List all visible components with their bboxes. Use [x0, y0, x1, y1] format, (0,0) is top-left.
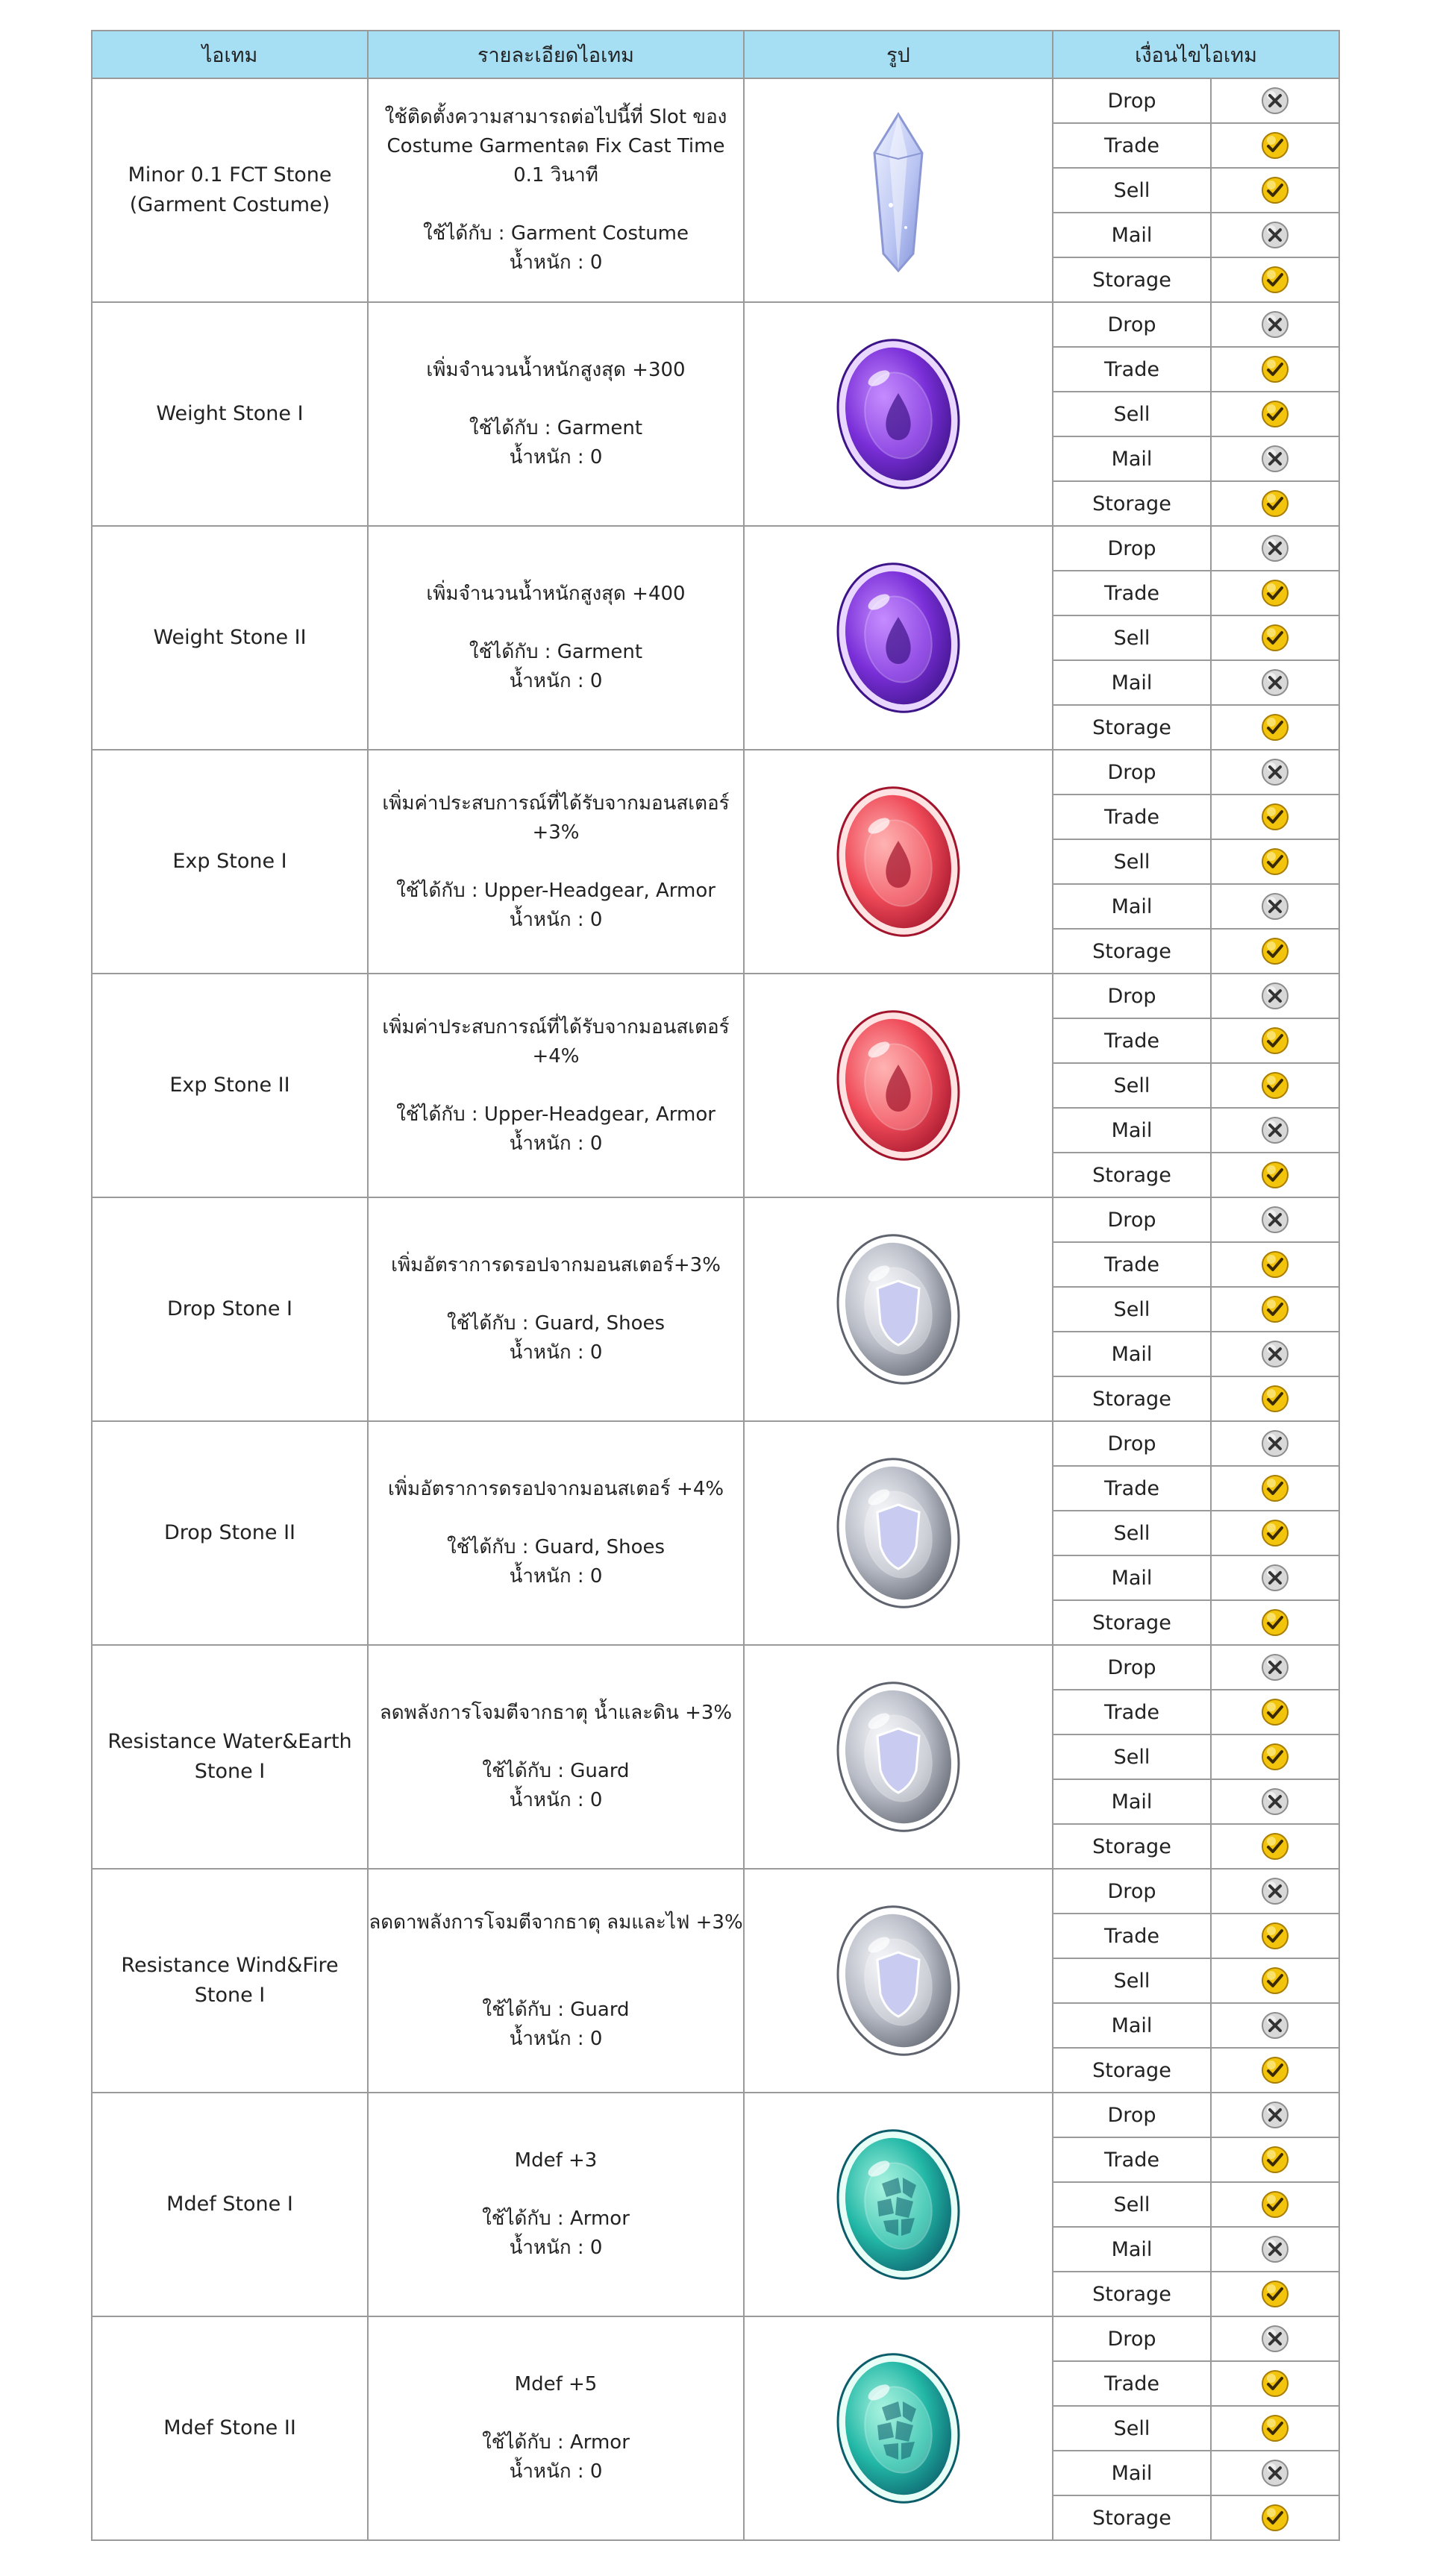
- green-gem-icon: [824, 2339, 973, 2518]
- condition-label: Mail: [1053, 660, 1211, 705]
- check-icon: [1260, 489, 1290, 518]
- item-usage: ใช้ได้กับ : Guard: [482, 1760, 630, 1782]
- check-icon: [1260, 2413, 1290, 2443]
- purple-gem-icon: [824, 325, 973, 504]
- condition-status: [1211, 839, 1339, 884]
- item-image: [744, 302, 1053, 526]
- item-desc-line: ลดพลังการโจมตีจากธาตุ น้ำและดิน +3%: [379, 1702, 733, 1724]
- item-name-line: Drop Stone II: [163, 1521, 295, 1544]
- item-desc-line: เพิ่มจำนวนน้ำหนักสูงสุด +300: [426, 359, 686, 381]
- check-icon: [1260, 1518, 1290, 1548]
- condition-status: [1211, 705, 1339, 750]
- check-icon: [1260, 1384, 1290, 1414]
- item-name: [92, 2093, 368, 2316]
- cross-icon: [1260, 2458, 1290, 2488]
- item-desc-line: เพิ่มอัตราการดรอปจากมอนสเตอร์ +4%: [387, 1478, 724, 1500]
- condition-status: [1211, 1734, 1339, 1779]
- item-weight: น้ำหนัก : 0: [509, 446, 603, 468]
- condition-status: [1211, 1287, 1339, 1332]
- cross-icon: [1260, 2011, 1290, 2040]
- cross-icon: [1260, 2100, 1290, 2130]
- item-usage: ใช้ได้กับ : Armor: [482, 2431, 630, 2454]
- condition-label: Trade: [1053, 123, 1211, 168]
- item-image: [744, 1645, 1053, 1869]
- cross-icon: [1260, 1652, 1290, 1682]
- item-usage: ใช้ได้กับ : Garment: [469, 641, 643, 663]
- condition-label: Mail: [1053, 2003, 1211, 2048]
- item-usage: ใช้ได้กับ : Guard, Shoes: [446, 1536, 666, 1558]
- condition-label: Sell: [1053, 839, 1211, 884]
- condition-label: Trade: [1053, 1914, 1211, 1958]
- condition-label: Storage: [1053, 929, 1211, 974]
- item-weight: น้ำหนัก : 0: [509, 908, 603, 931]
- item-desc-line: Mdef +5: [514, 2373, 598, 2395]
- item-desc-line: +3%: [532, 821, 580, 844]
- item-name: [92, 78, 368, 302]
- condition-status: [1211, 929, 1339, 974]
- check-icon: [1260, 2145, 1290, 2175]
- red-gem-icon: [824, 772, 973, 951]
- condition-label: Sell: [1053, 2406, 1211, 2451]
- check-icon: [1260, 578, 1290, 608]
- condition-status: [1211, 302, 1339, 347]
- item-image: [744, 526, 1053, 750]
- condition-label: Storage: [1053, 481, 1211, 526]
- condition-status: [1211, 1153, 1339, 1197]
- check-icon: [1260, 399, 1290, 429]
- check-icon: [1260, 2369, 1290, 2398]
- condition-label: Drop: [1053, 526, 1211, 571]
- condition-label: Mail: [1053, 884, 1211, 929]
- condition-label: Drop: [1053, 1421, 1211, 1466]
- condition-status: [1211, 1645, 1339, 1690]
- check-icon: [1260, 936, 1290, 966]
- condition-label: Storage: [1053, 1824, 1211, 1869]
- condition-label: Drop: [1053, 974, 1211, 1018]
- condition-label: Sell: [1053, 1958, 1211, 2003]
- check-icon: [1260, 265, 1290, 295]
- condition-label: Storage: [1053, 2495, 1211, 2540]
- condition-status: [1211, 2316, 1339, 2361]
- item-usage: ใช้ได้กับ : Upper-Headgear, Armor: [396, 1103, 716, 1126]
- condition-status: [1211, 1600, 1339, 1645]
- header-conditions: เงื่อนไขไอเทม: [1053, 31, 1339, 78]
- cross-icon: [1260, 1429, 1290, 1458]
- condition-label: Storage: [1053, 2048, 1211, 2093]
- item-details: [368, 78, 744, 302]
- condition-label: Storage: [1053, 2272, 1211, 2316]
- condition-status: [1211, 1242, 1339, 1287]
- condition-label: Sell: [1053, 1287, 1211, 1332]
- condition-status: [1211, 257, 1339, 302]
- table-row: [92, 526, 1339, 571]
- condition-status: [1211, 2003, 1339, 2048]
- check-icon: [1260, 1742, 1290, 1772]
- condition-label: Trade: [1053, 2361, 1211, 2406]
- condition-status: [1211, 1779, 1339, 1824]
- item-weight: น้ำหนัก : 0: [509, 2027, 603, 2050]
- condition-label: Sell: [1053, 2182, 1211, 2227]
- condition-label: Mail: [1053, 436, 1211, 481]
- silver-gem-icon: [824, 1667, 973, 1846]
- table-row: [92, 750, 1339, 795]
- condition-status: [1211, 1197, 1339, 1242]
- cross-icon: [1260, 668, 1290, 698]
- item-weight: น้ำหนัก : 0: [509, 2237, 603, 2259]
- condition-status: [1211, 1511, 1339, 1555]
- check-icon: [1260, 1250, 1290, 1279]
- condition-status: [1211, 78, 1339, 123]
- condition-status: [1211, 2227, 1339, 2272]
- condition-status: [1211, 2093, 1339, 2137]
- condition-label: Trade: [1053, 1690, 1211, 1734]
- table-row: [92, 2316, 1339, 2361]
- condition-status: [1211, 347, 1339, 392]
- condition-status: [1211, 123, 1339, 168]
- cross-icon: [1260, 1339, 1290, 1369]
- condition-label: Sell: [1053, 1063, 1211, 1108]
- item-name-line: Exp Stone II: [169, 1074, 290, 1097]
- item-details: [368, 974, 744, 1197]
- item-desc-line: เพิ่มอัตราการดรอปจากมอนสเตอร์+3%: [391, 1254, 721, 1276]
- item-desc-line: Costume Garmentลด Fix Cast Time: [386, 135, 725, 157]
- condition-status: [1211, 1421, 1339, 1466]
- item-weight: น้ำหนัก : 0: [509, 1789, 603, 1811]
- condition-status: [1211, 1555, 1339, 1600]
- item-name-line: Stone I: [194, 1760, 266, 1783]
- item-image: [744, 974, 1053, 1197]
- item-details: [368, 2093, 744, 2316]
- condition-status: [1211, 1914, 1339, 1958]
- item-image: [744, 78, 1053, 302]
- condition-status: [1211, 2048, 1339, 2093]
- condition-label: Trade: [1053, 347, 1211, 392]
- item-image: [744, 1197, 1053, 1421]
- check-icon: [1260, 1921, 1290, 1951]
- cross-icon: [1260, 757, 1290, 787]
- item-usage: ใช้ได้กับ : Guard: [482, 1998, 630, 2021]
- condition-label: Drop: [1053, 750, 1211, 795]
- cross-icon: [1260, 1115, 1290, 1145]
- items-table: [91, 30, 1340, 2541]
- condition-status: [1211, 884, 1339, 929]
- cross-icon: [1260, 86, 1290, 116]
- item-desc-line: เพิ่มค่าประสบการณ์ที่ได้รับจากมอนสเตอร์: [382, 1015, 730, 1038]
- item-name: [92, 526, 368, 750]
- condition-label: Sell: [1053, 615, 1211, 660]
- condition-label: Mail: [1053, 1332, 1211, 1376]
- condition-label: Mail: [1053, 213, 1211, 257]
- cross-icon: [1260, 1563, 1290, 1593]
- item-usage: ใช้ได้กับ : Upper-Headgear, Armor: [396, 879, 716, 902]
- condition-status: [1211, 974, 1339, 1018]
- item-image: [744, 2316, 1053, 2540]
- item-details: [368, 1197, 744, 1421]
- header-image: รูป: [744, 31, 1053, 78]
- table-row: [92, 2093, 1339, 2137]
- condition-label: Drop: [1053, 2093, 1211, 2137]
- purple-gem-icon: [824, 548, 973, 727]
- condition-status: [1211, 615, 1339, 660]
- condition-label: Drop: [1053, 1645, 1211, 1690]
- item-details: [368, 526, 744, 750]
- item-weight: น้ำหนัก : 0: [509, 1341, 603, 1364]
- cross-icon: [1260, 981, 1290, 1011]
- item-details: [368, 302, 744, 526]
- item-usage: ใช้ได้กับ : Garment: [469, 417, 643, 439]
- item-name-line: Resistance Water&Earth: [107, 1730, 352, 1753]
- silver-gem-icon: [824, 1891, 973, 2070]
- condition-status: [1211, 1466, 1339, 1511]
- condition-status: [1211, 2451, 1339, 2495]
- condition-label: Mail: [1053, 2227, 1211, 2272]
- condition-label: Storage: [1053, 257, 1211, 302]
- item-desc-line: ใช้ติดตั้งความสามารถต่อไปนี้ที่ Slot ของ: [384, 106, 727, 128]
- item-image: [744, 2093, 1053, 2316]
- condition-status: [1211, 481, 1339, 526]
- item-details: [368, 2316, 744, 2540]
- condition-status: [1211, 795, 1339, 839]
- item-details: [368, 1421, 744, 1645]
- cross-icon: [1260, 2324, 1290, 2354]
- item-details: [368, 1645, 744, 1869]
- condition-status: [1211, 1690, 1339, 1734]
- item-desc-line: เพิ่มจำนวนน้ำหนักสูงสุด +400: [426, 583, 686, 605]
- condition-label: Storage: [1053, 705, 1211, 750]
- condition-status: [1211, 1376, 1339, 1421]
- cross-icon: [1260, 533, 1290, 563]
- check-icon: [1260, 1294, 1290, 1324]
- check-icon: [1260, 354, 1290, 384]
- condition-label: Trade: [1053, 571, 1211, 615]
- check-icon: [1260, 175, 1290, 205]
- condition-status: [1211, 1869, 1339, 1914]
- cross-icon: [1260, 310, 1290, 339]
- item-image: [744, 1869, 1053, 2093]
- item-usage: ใช้ได้กับ : Guard, Shoes: [446, 1312, 666, 1335]
- check-icon: [1260, 2190, 1290, 2219]
- cross-icon: [1260, 1787, 1290, 1817]
- item-name-line: Mdef Stone II: [163, 2416, 296, 2439]
- crystal-icon: [824, 101, 973, 280]
- condition-status: [1211, 2182, 1339, 2227]
- condition-status: [1211, 2406, 1339, 2451]
- check-icon: [1260, 2279, 1290, 2309]
- item-name-line: Drop Stone I: [166, 1297, 293, 1320]
- condition-status: [1211, 1018, 1339, 1063]
- condition-label: Sell: [1053, 1511, 1211, 1555]
- item-name: [92, 302, 368, 526]
- item-weight: น้ำหนัก : 0: [509, 670, 603, 692]
- condition-status: [1211, 1958, 1339, 2003]
- item-weight: น้ำหนัก : 0: [509, 251, 603, 274]
- item-weight: น้ำหนัก : 0: [509, 2460, 603, 2483]
- item-name-line: Mdef Stone I: [166, 2193, 293, 2216]
- condition-status: [1211, 1108, 1339, 1153]
- condition-label: Trade: [1053, 1018, 1211, 1063]
- check-icon: [1260, 1608, 1290, 1638]
- item-details: [368, 1869, 744, 2093]
- condition-status: [1211, 213, 1339, 257]
- item-usage: ใช้ได้กับ : Armor: [482, 2207, 630, 2230]
- item-image: [744, 1421, 1053, 1645]
- check-icon: [1260, 847, 1290, 877]
- condition-status: [1211, 2137, 1339, 2182]
- cross-icon: [1260, 1876, 1290, 1906]
- red-gem-icon: [824, 996, 973, 1175]
- check-icon: [1260, 1697, 1290, 1727]
- item-desc-line: Mdef +3: [514, 2149, 598, 2172]
- item-name: [92, 1421, 368, 1645]
- silver-gem-icon: [824, 1444, 973, 1623]
- table-row: [92, 1421, 1339, 1466]
- check-icon: [1260, 712, 1290, 742]
- table-row: [92, 1197, 1339, 1242]
- condition-label: Sell: [1053, 1734, 1211, 1779]
- items-body: [92, 78, 1339, 2540]
- check-icon: [1260, 1473, 1290, 1503]
- check-icon: [1260, 1966, 1290, 1996]
- check-icon: [1260, 2055, 1290, 2085]
- condition-label: Trade: [1053, 1242, 1211, 1287]
- header-row: [92, 31, 1339, 78]
- condition-status: [1211, 1063, 1339, 1108]
- item-name-line: Minor 0.1 FCT Stone: [128, 163, 332, 187]
- item-weight: น้ำหนัก : 0: [509, 1565, 603, 1588]
- check-icon: [1260, 131, 1290, 160]
- check-icon: [1260, 1831, 1290, 1861]
- item-name: [92, 1197, 368, 1421]
- cross-icon: [1260, 1205, 1290, 1235]
- check-icon: [1260, 1026, 1290, 1056]
- item-image: [744, 750, 1053, 974]
- cross-icon: [1260, 2234, 1290, 2264]
- condition-label: Drop: [1053, 302, 1211, 347]
- green-gem-icon: [824, 2115, 973, 2294]
- item-name: [92, 1869, 368, 2093]
- item-usage: ใช้ได้กับ : Garment Costume: [422, 222, 689, 245]
- item-name: [92, 974, 368, 1197]
- condition-status: [1211, 2495, 1339, 2540]
- header-item: ไอเทม: [92, 31, 368, 78]
- condition-label: Mail: [1053, 2451, 1211, 2495]
- condition-status: [1211, 2272, 1339, 2316]
- condition-status: [1211, 1332, 1339, 1376]
- item-name-line: Weight Stone II: [153, 626, 307, 649]
- item-desc-line: เพิ่มค่าประสบการณ์ที่ได้รับจากมอนสเตอร์: [382, 792, 730, 815]
- item-weight: น้ำหนัก : 0: [509, 1132, 603, 1155]
- condition-label: Mail: [1053, 1555, 1211, 1600]
- condition-status: [1211, 571, 1339, 615]
- silver-gem-icon: [824, 1220, 973, 1399]
- check-icon: [1260, 1160, 1290, 1190]
- item-name-line: Stone I: [194, 1984, 266, 2007]
- item-name: [92, 2316, 368, 2540]
- item-name-line: Exp Stone I: [172, 850, 287, 873]
- condition-label: Storage: [1053, 1600, 1211, 1645]
- check-icon: [1260, 802, 1290, 832]
- condition-status: [1211, 168, 1339, 213]
- cross-icon: [1260, 220, 1290, 250]
- table-row: [92, 974, 1339, 1018]
- item-details: [368, 750, 744, 974]
- table-row: [92, 1645, 1339, 1690]
- condition-label: Mail: [1053, 1108, 1211, 1153]
- condition-label: Trade: [1053, 795, 1211, 839]
- header-details: รายละเอียดไอเทม: [368, 31, 744, 78]
- cross-icon: [1260, 444, 1290, 474]
- item-desc-line: [369, 1937, 743, 1967]
- condition-status: [1211, 2361, 1339, 2406]
- condition-label: Sell: [1053, 392, 1211, 436]
- item-name-line: (Garment Costume): [129, 193, 331, 216]
- condition-label: Mail: [1053, 1779, 1211, 1824]
- table-row: [92, 302, 1339, 347]
- condition-label: Storage: [1053, 1376, 1211, 1421]
- condition-status: [1211, 392, 1339, 436]
- item-name-line: Weight Stone I: [156, 402, 304, 425]
- condition-status: [1211, 660, 1339, 705]
- item-name-line: Resistance Wind&Fire: [121, 1954, 339, 1977]
- check-icon: [1260, 1071, 1290, 1100]
- condition-status: [1211, 750, 1339, 795]
- condition-status: [1211, 436, 1339, 481]
- condition-label: Drop: [1053, 78, 1211, 123]
- item-desc-line: ลดดาพลังการโจมตีจากธาตุ ลมและไฟ +3%: [369, 1911, 743, 1934]
- condition-label: Drop: [1053, 1869, 1211, 1914]
- check-icon: [1260, 2503, 1290, 2533]
- item-name: [92, 750, 368, 974]
- condition-label: Drop: [1053, 2316, 1211, 2361]
- condition-label: Storage: [1053, 1153, 1211, 1197]
- table-row: [92, 1869, 1339, 1914]
- condition-label: Trade: [1053, 2137, 1211, 2182]
- condition-status: [1211, 1824, 1339, 1869]
- condition-label: Trade: [1053, 1466, 1211, 1511]
- condition-label: Drop: [1053, 1197, 1211, 1242]
- item-name: [92, 1645, 368, 1869]
- condition-status: [1211, 526, 1339, 571]
- table-row: [92, 78, 1339, 123]
- check-icon: [1260, 623, 1290, 653]
- cross-icon: [1260, 891, 1290, 921]
- item-desc-line: 0.1 วินาที: [513, 164, 598, 187]
- item-desc-line: +4%: [532, 1044, 580, 1068]
- condition-label: Sell: [1053, 168, 1211, 213]
